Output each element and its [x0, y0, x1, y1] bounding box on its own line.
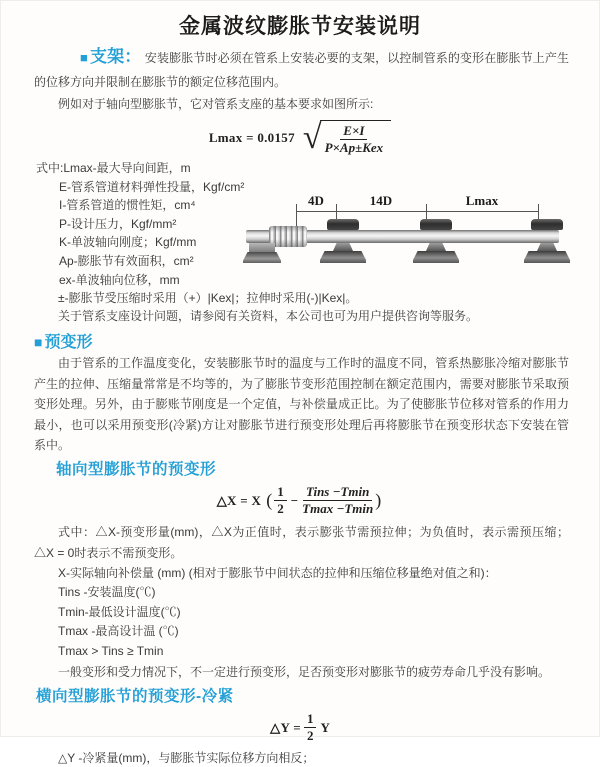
formula-dx-minus: − — [290, 492, 299, 508]
support-base — [413, 251, 459, 263]
support-clamp — [420, 219, 452, 230]
variable-line: K-单波轴向刚度；Kgf/mm — [59, 235, 197, 250]
support-wedge — [333, 243, 353, 251]
support-section-heading: 支架： — [89, 47, 142, 66]
temp-denominator: Tmax −Tmin — [302, 500, 374, 516]
sign-note-line: ±-膨胀节受压缩时采用（+）|Kex|；拉伸时采用(-)|Kex|。 — [58, 291, 358, 306]
variable-line: 式中:Lmax-最大导向间距，m — [36, 161, 191, 175]
variable-line: I-管系管道的惯性矩，cm⁴ — [59, 198, 196, 213]
axial-definition-list — [58, 564, 599, 662]
fixed-anchor-base — [243, 252, 281, 263]
formula-dx-temp-fraction — [302, 485, 373, 517]
variable-line: Ap-膨胀节有效面积，cm² — [59, 253, 194, 268]
section-square-icon: ■ — [34, 334, 43, 351]
axial-sub-heading: 轴向型膨胀节的预变形 — [56, 460, 217, 478]
sqrt-radical-icon: √ — [302, 119, 322, 156]
definition-line: Tmin-最低设计温度(℃) — [58, 604, 181, 619]
fixed-anchor-stem — [249, 243, 275, 252]
formula-dy-half — [304, 712, 317, 744]
support-wedge — [537, 243, 557, 251]
formula-dx-open-paren: ( — [266, 490, 273, 511]
formula-dy-lhs: △Y = — [270, 719, 301, 735]
support-intro-paragraph — [34, 45, 569, 94]
predeform-heading-row — [34, 331, 599, 353]
formula-lmax-numerator: E×I — [340, 124, 367, 140]
page-title: 金属波纹膨胀节安装说明 — [179, 15, 421, 38]
half-numerator: 1 — [274, 485, 287, 501]
support-base — [524, 251, 570, 263]
formula-lmax-radicand — [320, 120, 392, 156]
formula-lmax — [1, 119, 599, 157]
predeform-section-heading: 预变形 — [44, 334, 93, 352]
variable-line: ex-单波轴向位移，mm — [59, 272, 180, 287]
formula-dx-lhs: △X = X — [216, 492, 262, 508]
formula-dx-half — [274, 485, 287, 517]
support-clamp — [327, 219, 359, 230]
pipe-support-diagram — [241, 193, 576, 275]
half-denominator: 2 — [277, 500, 284, 516]
formula-dy-rhs: Y — [320, 719, 330, 735]
definition-line: Tins -安装温度(℃) — [58, 585, 156, 600]
variable-line: P-设计压力，Kgf/mm² — [59, 216, 177, 231]
dim-label-lmax: Lmax — [465, 193, 499, 208]
definition-line: Tmax -最高设计温 (℃) — [58, 624, 179, 639]
lateral-sub-heading: 横向型膨胀节的预变形-冷紧 — [36, 687, 234, 705]
formula-dx-close-paren: ) — [375, 490, 382, 511]
half-numerator: 1 — [304, 712, 317, 728]
section-square-icon: ■ — [80, 50, 88, 65]
axial-explain-paragraph: 式中：△X-预变形量(mm)，△X为正值时，表示膨张节需预拉伸；为负值时，表示需预压缩；△X = 0时表示不需预变形。 — [34, 524, 569, 560]
half-denominator: 2 — [306, 727, 314, 743]
guide-support — [524, 193, 570, 275]
definition-line: Tmax > Tins ≥ Tmin — [58, 644, 164, 659]
guide-support — [320, 193, 366, 275]
axial-note-paragraph: 一般变形和受力情况下，不一定进行预变形，足否预变形对膨胀节的疲劳寿命几乎没有影响。 — [58, 664, 551, 679]
support-base — [320, 251, 366, 263]
definition-line: X-实际轴向补偿量 (mm) (相对于膨胀节中间状态的拉伸和压缩位移量绝对值之和)： — [58, 565, 497, 580]
dim-label-4d: 4D — [308, 193, 324, 208]
support-example-line: 例如对于轴向型膨胀节，它对管系支座的基本要求如图所示: — [58, 97, 374, 111]
formula-lmax-lhs: Lmax = 0.0157 — [208, 130, 295, 145]
dim-label-14d: 14D — [369, 193, 393, 208]
formula-delta-x — [1, 482, 599, 520]
lateral-note-line: △Y -冷紧量(mm)，与膨胀节实际位移方向相反； — [58, 750, 315, 765]
formula-delta-y — [1, 711, 599, 745]
predeform-body-paragraph: 由于管系的工作温度变化，安装膨胀节时的温度与工作时的温度不同，管系热膨胀冷缩对膨胀节产生的拉伸、压缩量常常是不均等的，为了膨胀节变形范围控制在额定范围内，需要对膨胀节采取预变形处理。另外，由于膨账节刚度是一个定值，与补偿量成正比。为了使膨胀节位移对管系的作用力最小，也可以采用预变形(冷紧)方让对膨胀节进行预变形处理后再将膨胀节在预变形状态下安装在管系中。 — [34, 356, 569, 453]
variable-line: E-管系管道材料弹性投量，Kgf/cm² — [59, 179, 245, 194]
guide-support — [413, 193, 459, 275]
support-clamp — [531, 219, 563, 230]
service-note-line: 关于管系支座设计问题，请参阅有关资料，本公司也可为用户提供咨询等服务。 — [58, 309, 479, 324]
temp-numerator: Tins −Tmin — [303, 485, 372, 501]
support-wedge — [426, 243, 446, 251]
support-intro-text: 安装膨胀节时必须在管系上安装必要的支架，以控制管系的变形在膨胀节上产生的位移方向并限制在膨胀节的额定位移范围内。 — [34, 51, 569, 89]
formula-lmax-denominator: P×Ap±Kex — [324, 140, 384, 155]
